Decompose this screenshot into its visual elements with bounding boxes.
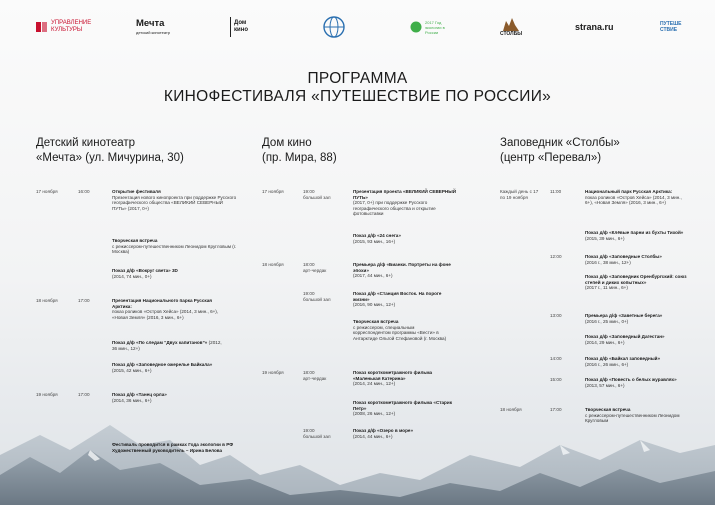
globe-icon <box>322 15 346 39</box>
schedule-event <box>585 407 690 424</box>
event-title: Показ д/ф «Озеро в море» <box>353 428 414 433</box>
schedule-date: Каждый день с 17 по 19 ноября <box>500 189 539 200</box>
event-details: (2014, 74 мин., 0+) <box>112 273 152 279</box>
event-title: Показ д/ф «Байкал заповедный» <box>585 356 661 361</box>
schedule-time-hall <box>303 262 343 273</box>
schedule-date: 17 ноября <box>36 189 58 194</box>
schedule-time: 19:00 <box>303 428 315 433</box>
event-title: Показ д/ф «Заповедный Дагестан» <box>585 334 665 339</box>
event-details: (2015, 42 мин., 6+) <box>112 367 152 373</box>
event-title: Показ короткометражного фильма «Старик Петр» <box>353 400 452 411</box>
event-title: Показ д/ф «Заповедное ожерелье Байкала» <box>112 362 213 367</box>
rocks-icon <box>502 17 520 31</box>
event-title: Премьера д/ф «Бианки. Портреты на фоне эпохи» <box>353 262 451 273</box>
column-head-line-1: Дом кино <box>262 137 312 149</box>
schedule-time: 19:00 <box>303 189 315 194</box>
schedule-event <box>112 392 222 403</box>
schedule-time: 18:00 <box>303 262 315 267</box>
mechta-label: Мечта <box>136 18 165 29</box>
strana-label: strana.ru <box>575 22 614 32</box>
leaf-icon <box>410 21 422 33</box>
culture-dept-label: УПРАВЛЕНИЕ КУЛЬТУРЫ <box>51 20 92 33</box>
column-head-line-2: (центр «Перевал») <box>500 152 602 164</box>
event-details: (2017 г., 11 мин., 6+) <box>585 285 628 291</box>
schedule-event <box>112 298 222 320</box>
schedule-time: 12:00 <box>550 254 562 259</box>
event-title: Презентация Национального парка Русская Арктика: <box>112 298 212 309</box>
event-title: Творческая встреча <box>585 407 631 412</box>
column-head-stolby <box>500 136 620 166</box>
event-title: Показ д/ф «Клёвые парни из бухты Тихой» <box>585 230 684 235</box>
event-details: (2016 г., 25 мин., 0+) <box>585 318 629 324</box>
event-title: Творческая встреча <box>353 319 399 324</box>
event-details: (2015, 93 мин., 16+) <box>353 238 396 244</box>
schedule-event <box>112 340 222 351</box>
schedule-hall: большой зал <box>303 433 331 439</box>
schedule-time: 17:00 <box>78 392 90 397</box>
schedule-time: 17:00 <box>550 407 562 412</box>
event-title: Показ д/ф «По следам “Двух капитанов”» <box>112 340 208 345</box>
mechta-logo <box>136 14 170 40</box>
stolby-label: СТОЛБЫ <box>500 30 523 37</box>
schedule-date: 19 ноября <box>36 392 58 397</box>
schedule-event <box>585 189 690 206</box>
schedule-event <box>353 370 453 387</box>
title-line-2: КИНОФЕСТИВАЛЯ «ПУТЕШЕСТВИЕ ПО РОССИИ» <box>163 88 552 105</box>
schedule-time-hall <box>303 428 343 439</box>
theater-icon <box>36 21 48 33</box>
event-details: (2014, 36 мин., 6+) <box>112 397 152 403</box>
year-ecology-logo <box>410 14 457 40</box>
event-details: (2015, 39 мин., 6+) <box>585 235 625 241</box>
schedule-event <box>353 262 453 279</box>
event-details: (2014, 29 мин., 6+) <box>585 339 625 345</box>
schedule-date: 18 ноября <box>36 298 58 303</box>
schedule-event <box>353 189 458 217</box>
stolby-logo <box>500 14 522 40</box>
event-details: (2016 г., 26 мин., 6+) <box>585 361 629 367</box>
schedule-hall: большой зал <box>303 194 331 200</box>
event-title: Премьера д/ф «Заветные берега» <box>585 313 663 318</box>
schedule-event <box>112 268 237 279</box>
schedule-time: 15:00 <box>550 377 562 382</box>
schedule-date: 17 ноября <box>262 189 284 194</box>
event-details: с режиссером-путешественником Леонидом Кругловым (г. Москва) <box>112 243 237 255</box>
event-title: Показ д/ф «Заповедные Столбы» <box>585 254 662 259</box>
column-head-line-1: Детский кинотеатр <box>36 137 136 149</box>
schedule-hall: большой зал <box>303 296 331 302</box>
schedule-time-hall <box>303 189 343 200</box>
rgo-logo <box>322 14 346 40</box>
schedule-event <box>353 291 453 308</box>
schedule-event <box>353 233 458 244</box>
schedule-time: 11:00 <box>550 189 562 194</box>
schedule-event <box>112 362 222 373</box>
schedule-event <box>585 356 690 367</box>
schedule-event <box>585 313 690 324</box>
schedule-hall: арт-чердак <box>303 375 327 381</box>
event-details: (2014, 24 мин., 12+) <box>353 381 396 387</box>
schedule-date: 19 ноября <box>262 370 284 375</box>
schedule-time: 16:00 <box>78 189 90 194</box>
event-details: (2013, 57 мин., 6+) <box>585 382 625 388</box>
festival-note: Фестиваль проводится в рамках Года экологии в РФ Художественный руководитель – Ирина Белова <box>112 442 234 453</box>
schedule-event <box>353 400 453 417</box>
year-ecology-label: 2017 Год экологии в России <box>425 19 445 35</box>
schedule-time: 18:00 <box>303 370 315 375</box>
event-title: Показ д/ф «Станция Восток. На пороге жизни» <box>353 291 442 302</box>
event-title: Показ д/ф «Вокруг света» 3D <box>112 268 178 273</box>
schedule-event <box>353 319 453 341</box>
dom-kino-label: Дом кино <box>234 20 248 33</box>
schedule-event <box>585 230 690 241</box>
schedule-time: 13:00 <box>550 313 562 318</box>
event-details: показ роликов «Остров Хейса» (2014, 3 мин., 6+), «Новая Земля» (2016, 3 мин., 6+) <box>585 194 682 206</box>
event-title: Показ д/ф «24 снега» <box>353 233 401 238</box>
mechta-sublabel: детский кинотеатр <box>136 30 171 35</box>
column-head-line-2: (пр. Мира, 88) <box>262 152 337 164</box>
logos-row <box>0 14 715 44</box>
column-head-line-1: Заповедник «Столбы» <box>500 137 620 149</box>
event-details: (2017, 0+) при поддержке Русского географического общества и открытие фотовыставки <box>353 200 436 217</box>
travel-logo <box>660 14 682 40</box>
page-title <box>0 70 715 106</box>
schedule-date: 18 ноября <box>262 262 284 267</box>
event-title: Презентация проекта «ВЕЛИКИЙ СЕВЕРНЫЙ ПУТЬ» <box>353 189 457 200</box>
schedule-event <box>353 428 453 439</box>
event-details: (2016 г., 38 мин., 12+) <box>585 259 631 265</box>
event-details: показ роликов «Остров Хейса» (2014, 3 мин., 6+), «Новая Земля» (2016, 3 мин., 6+) <box>112 309 219 320</box>
event-details: Презентация нового кинопроекта при поддержке Русского географического общества «ВЕЛИКИЙ СЕВЕРНЫЙ ПУТЬ» (2017, 0+) <box>112 194 237 211</box>
schedule-event <box>112 238 237 255</box>
column-head-dom-kino <box>262 136 337 166</box>
schedule-event <box>112 189 237 211</box>
event-details: (2008, 26 мин., 12+) <box>353 411 396 417</box>
event-details: (2016, 90 мин., 12+) <box>353 302 396 308</box>
event-details: (2014, 44 мин., 6+) <box>353 433 393 439</box>
dom-kino-logo <box>230 14 256 40</box>
schedule-hall: арт-чердак <box>303 267 327 273</box>
event-details: с режиссером, специальным корреспондентом программы «Вести» в Антарктиде Ольгой Стефановой (г. Москва) <box>353 324 447 341</box>
schedule-time-hall <box>303 370 343 381</box>
schedule-event <box>585 274 690 291</box>
event-details: (2017, 44 мин., 6+) <box>353 273 393 279</box>
schedule-event <box>585 254 690 265</box>
event-title: Национальный парк Русская Арктика: <box>585 189 673 194</box>
event-title: Показ короткометражного фильма «Маленькая Катерина» <box>353 370 433 381</box>
column-head-line-2: «Мечта» (ул. Мичурина, 30) <box>36 152 184 164</box>
event-title: Открытие фестиваля <box>112 189 161 194</box>
schedule-time: 19:00 <box>303 291 315 296</box>
schedule-date: 18 ноября <box>500 407 522 412</box>
travel-label: ПУТЕШЕСТВИЕ <box>660 21 682 33</box>
schedule-time-hall <box>303 291 343 302</box>
column-head-mechta <box>36 136 184 166</box>
schedule-event <box>585 377 690 388</box>
event-details: с режиссером-путешественником Леонидом Кругловым <box>585 412 680 424</box>
event-details: (2012, 36 мин., 12+) <box>112 340 222 351</box>
schedule-event <box>585 334 690 345</box>
schedule-time: 17:00 <box>78 298 90 303</box>
event-title: Творческая встреча <box>112 238 158 243</box>
strana-logo <box>575 14 614 40</box>
title-line-1: ПРОГРАММА <box>307 70 408 87</box>
schedule-time: 14:00 <box>550 356 562 361</box>
event-title: Показ д/ф «Повесть о белых журавлях» <box>585 377 677 382</box>
event-title: Показ д/ф «Заповедник Оренбургский: союз степей и диких копытных» <box>585 274 687 285</box>
event-title: Показ д/ф «Танец орла» <box>112 392 167 397</box>
culture-dept-logo <box>36 14 91 40</box>
